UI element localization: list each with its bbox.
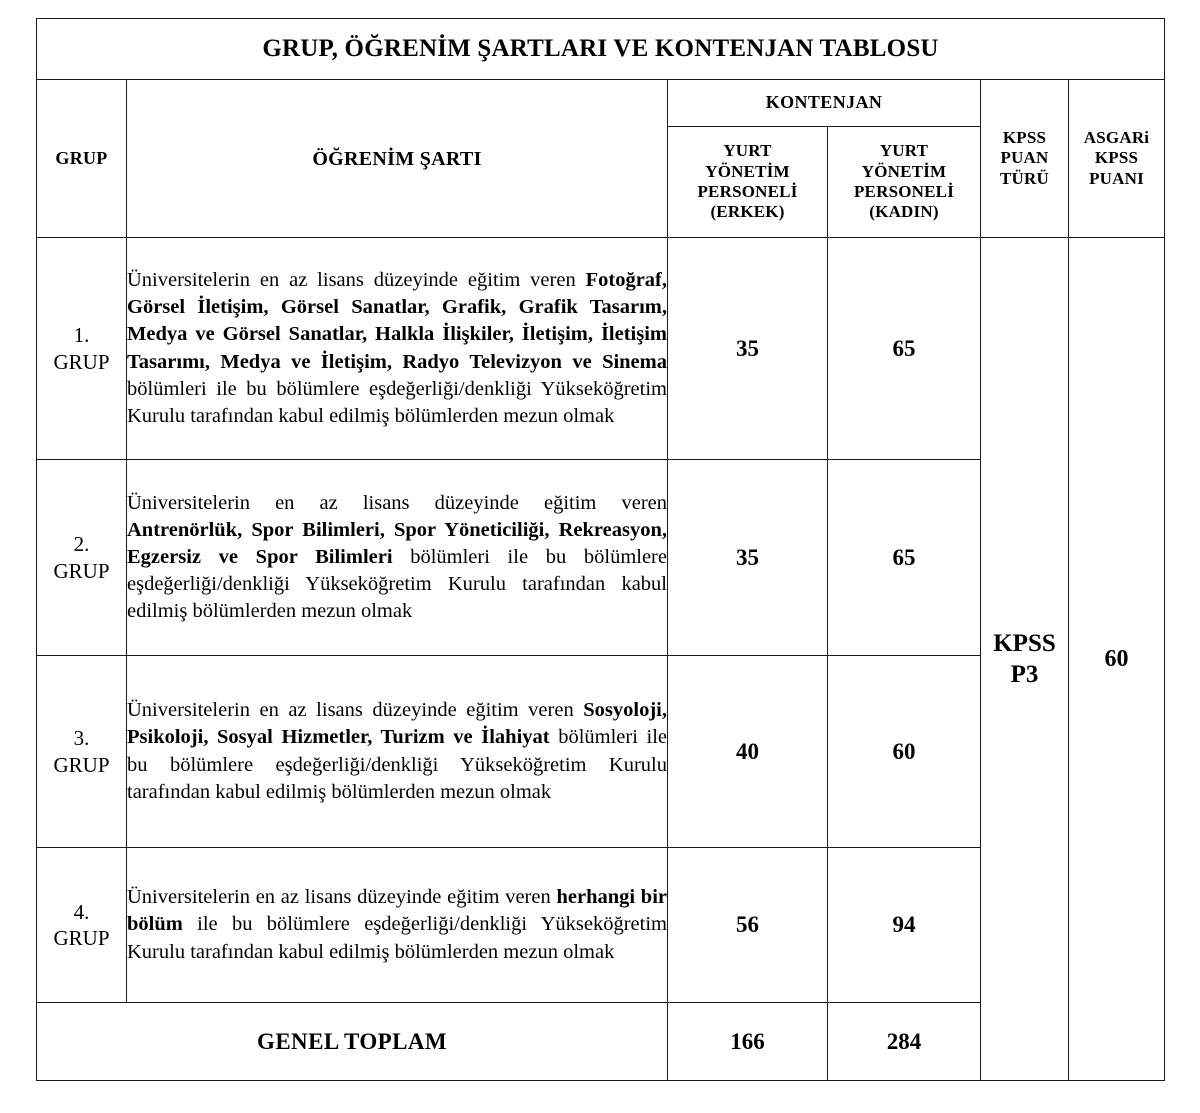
sarti-outro-1: bölümleri ile bu bölümlere eşdeğerliği/denkliği Yükseköğretim Kurulu tarafından kabul edilmiş bölümlerden mezun olmak (127, 377, 667, 427)
kpss-puan-turu-value (981, 238, 1069, 1081)
personel-kadin-line-1: YURT (879, 141, 929, 161)
personel-kadin-line-3: PERSONELİ (853, 182, 955, 201)
genel-toplam-label: GENEL TOPLAM (37, 1003, 668, 1081)
kpss-puan-turu-value-line-2: P3 (1010, 661, 1039, 688)
ogrenim-sarti-cell-1 (127, 238, 668, 460)
sarti-bolumler-3: Sosyoloji, Psikoloji, Sosyal Hizmetler, Turizm ve İlahiyat (127, 699, 667, 749)
column-header-personel-erkek (668, 127, 828, 238)
ogrenim-sarti-cell-2 (127, 460, 668, 656)
sarti-outro-2: bölümleri ile bu bölümlere eşdeğerliği/denkliği Yükseköğretim Kurulu tarafından kabul edilmiş bölümlerden mezun olmak (127, 545, 667, 623)
grup-number-cell-4 (37, 848, 127, 1003)
personel-erkek-line-4: (ERKEK) (710, 202, 785, 222)
sarti-outro-4: ile bu bölümlere eşdeğerliği/denkliği Yükseköğretim Kurulu tarafından kabul edilmiş bölümlerden mezun olmak (127, 913, 667, 963)
personel-erkek-line-2: YÖNETİM (705, 161, 790, 181)
kontenjan-erkek-3: 40 (668, 656, 828, 848)
kontenjan-erkek-2: 35 (668, 460, 828, 656)
kontenjan-erkek-1: 35 (668, 238, 828, 460)
grup-number-1: 1. (73, 323, 90, 348)
grup-word-2: GRUP (53, 558, 110, 583)
sarti-bolumler-1: Fotoğraf, Görsel İletişim, Görsel Sanatlar, Grafik, Grafik Tasarım, Medya ve Görsel Sanatlar, Halkla İlişkiler, İletişim, İletişim Tasarımı, Medya ve İletişim, Radyo Televizyon ve Sinema (127, 269, 667, 373)
sarti-intro-1: Üniversitelerin en az lisans düzeyinde eğitim veren (127, 269, 586, 292)
genel-toplam-erkek: 166 (668, 1003, 828, 1081)
grup-number-cell-3 (37, 656, 127, 848)
ogrenim-sarti-cell-3 (127, 656, 668, 848)
grup-number-4: 4. (73, 899, 90, 924)
column-header-ogrenim-sarti: ÖĞRENİM ŞARTI (127, 80, 668, 238)
kpss-puan-turu-line-3: TÜRÜ (1000, 168, 1049, 188)
asgari-kpss-puani-line-3: PUANI (1089, 168, 1144, 188)
genel-toplam-kadin: 284 (828, 1003, 981, 1081)
page-title: GRUP, ÖĞRENİM ŞARTLARI VE KONTENJAN TABLOSU (37, 19, 1165, 80)
sarti-intro-4: Üniversitelerin en az lisans düzeyinde eğitim veren (127, 886, 557, 909)
grup-word-3: GRUP (53, 752, 110, 777)
personel-kadin-line-2: YÖNETİM (861, 161, 947, 181)
column-header-grup: GRUP (37, 80, 127, 238)
column-header-kontenjan: KONTENJAN (668, 80, 981, 127)
personel-erkek-line-1: YURT (723, 141, 772, 161)
sarti-bolumler-2: Antrenörlük, Spor Bilimleri, Spor Yöneticiliği, Rekreasyon, Egzersiz ve Spor Bilimleri (127, 518, 667, 568)
grup-word-4: GRUP (53, 926, 110, 950)
kontenjan-kadin-2: 65 (828, 460, 981, 656)
sarti-bolumler-4: herhangi bir bölüm (127, 886, 667, 936)
grup-number-3: 3. (73, 726, 90, 751)
column-header-kpss-puan-turu (981, 80, 1069, 238)
header-row-primary (37, 80, 1165, 127)
grup-number-2: 2. (73, 532, 90, 557)
grup-word-1: GRUP (53, 349, 110, 374)
grup-number-cell-2 (37, 460, 127, 656)
asgari-kpss-puani-line-1: ASGARi (1083, 127, 1150, 147)
kontenjan-kadin-4: 94 (828, 848, 981, 1003)
sarti-outro-3: bölümleri ile bu bölümlere eşdeğerliği/denkliği Yükseköğretim Kurulu tarafından kabul edilmiş bölümlerden mezun olmak (127, 726, 667, 803)
sarti-intro-3: Üniversitelerin en az lisans düzeyinde eğitim veren (127, 699, 584, 722)
personel-erkek-line-3: PERSONELİ (697, 182, 798, 201)
kontenjan-erkek-4: 56 (668, 848, 828, 1003)
table-title-row (37, 19, 1165, 80)
kontenjan-kadin-3: 60 (828, 656, 981, 848)
column-header-asgari-kpss-puani (1069, 80, 1165, 238)
sarti-intro-2: Üniversitelerin en az lisans düzeyinde eğitim veren (127, 491, 667, 514)
asgari-kpss-puani-value: 60 (1069, 238, 1165, 1081)
column-header-personel-kadin (828, 127, 981, 238)
grup-kontenjan-table (36, 18, 1165, 1081)
asgari-kpss-puani-line-2: KPSS (1094, 148, 1139, 168)
kpss-puan-turu-line-2: PUAN (1000, 148, 1049, 168)
ogrenim-sarti-cell-4 (127, 848, 668, 1003)
table-row (37, 238, 1165, 460)
kpss-puan-turu-line-1: KPSS (1002, 127, 1047, 147)
kpss-puan-turu-value-line-1: KPSS (993, 629, 1056, 657)
personel-kadin-line-4: (KADIN) (869, 202, 939, 222)
kontenjan-kadin-1: 65 (828, 238, 981, 460)
grup-number-cell-1 (37, 238, 127, 460)
